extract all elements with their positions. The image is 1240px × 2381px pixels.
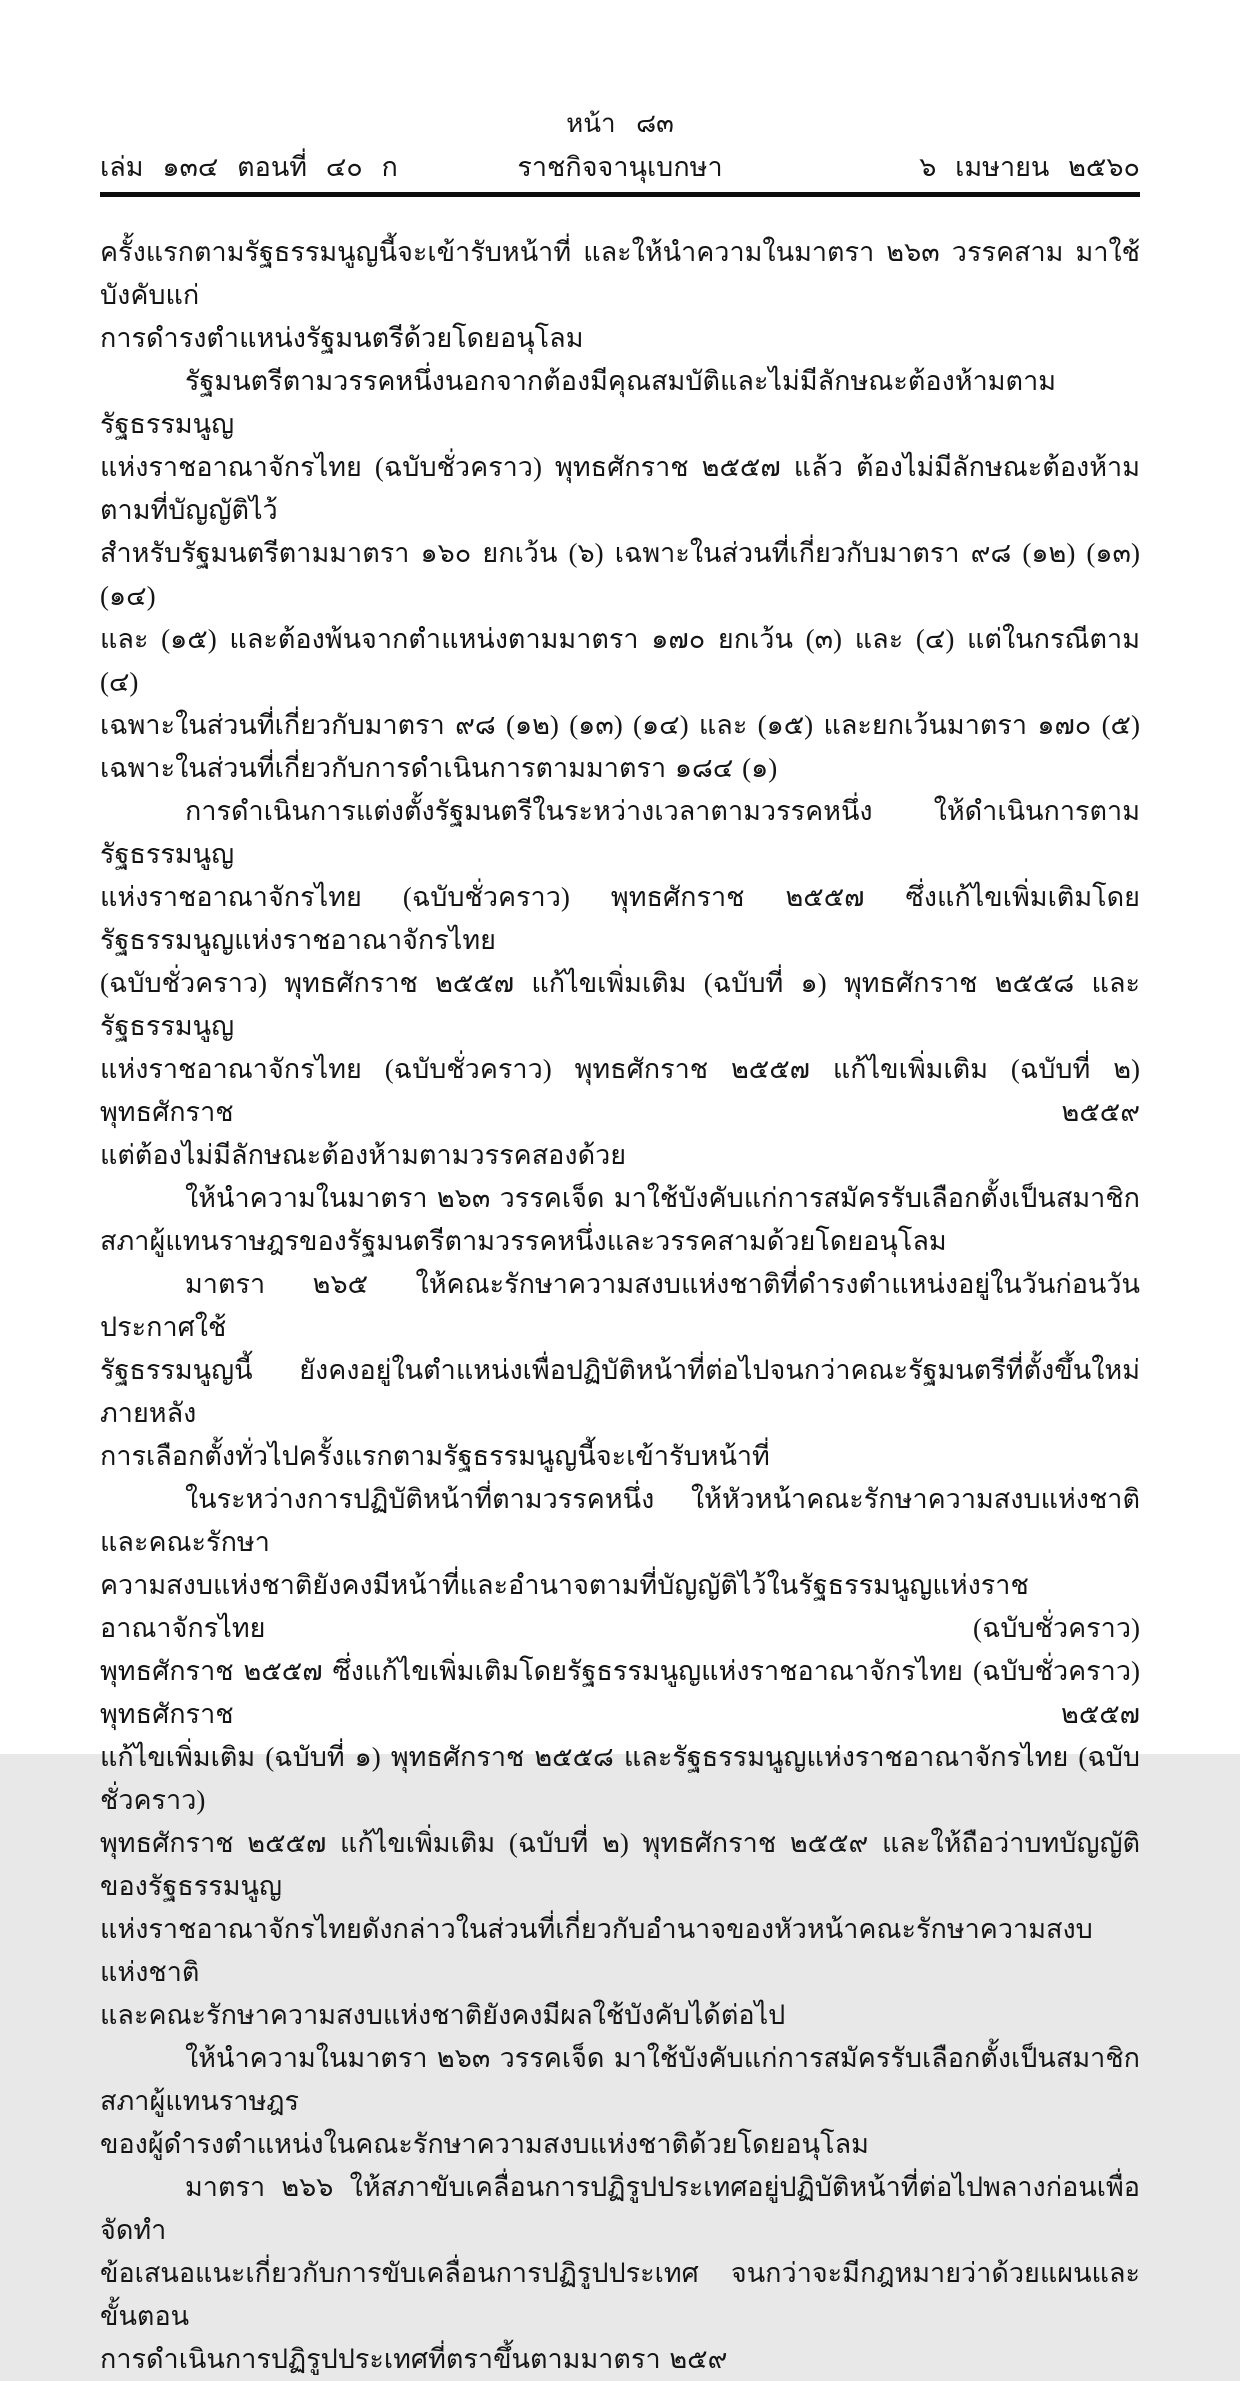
text-line: มาตรา ๒๖๖ ให้สภาขับเคลื่อนการปฏิรูปประเทศอยู่ปฏิบัติหน้าที่ต่อไปพลางก่อนเพื่อจัดทำ bbox=[100, 2172, 1140, 2245]
text-line: ให้นำความในมาตรา ๒๖๓ วรรคเจ็ด มาใช้บังคับแก่การสมัครรับเลือกตั้งเป็นสมาชิกสภาผู้แทนราษฎร bbox=[100, 2043, 1140, 2116]
text-line: และ (๑๕) และต้องพ้นจากตำแหน่งตามมาตรา ๑๗๐ ยกเว้น (๓) และ (๔) แต่ในกรณีตาม (๔) bbox=[100, 624, 1140, 697]
text-line: การดำเนินการปฏิรูปประเทศที่ตราขึ้นตามมาตรา ๒๕๙ bbox=[100, 2344, 728, 2374]
gazette-title: ราชกิจจานุเบกษา bbox=[517, 152, 723, 182]
paragraph bbox=[100, 231, 1140, 360]
text-line: (ฉบับชั่วคราว) พุทธศักราช ๒๕๕๗ แก้ไขเพิ่มเติม (ฉบับที่ ๑) พุทธศักราช ๒๕๕๘ และรัฐธรรมนูญ bbox=[100, 968, 1140, 1041]
text-line: การดำรงตำแหน่งรัฐมนตรีด้วยโดยอนุโลม bbox=[100, 323, 584, 353]
volume-issue-label: เล่ม ๑๓๔ ตอนที่ ๔๐ ก bbox=[100, 152, 398, 182]
text-line: แก้ไขเพิ่มเติม (ฉบับที่ ๑) พุทธศักราช ๒๕๕๘ และรัฐธรรมนูญแห่งราชอาณาจักรไทย (ฉบับชั่วคราว) bbox=[100, 1742, 1140, 1815]
text-line: พุทธศักราช ๒๕๕๗ ซึ่งแก้ไขเพิ่มเติมโดยรัฐธรรมนูญแห่งราชอาณาจักรไทย (ฉบับชั่วคราว) พุทธศักราช ๒๕๕๗ bbox=[100, 1656, 1140, 1729]
text-line: ของผู้ดำรงตำแหน่งในคณะรักษาความสงบแห่งชาติด้วยโดยอนุโลม bbox=[100, 2129, 869, 2159]
document-body bbox=[100, 231, 1140, 2381]
text-line: แต่ต้องไม่มีลักษณะต้องห้ามตามวรรคสองด้วย bbox=[100, 1140, 627, 1170]
text-line: พุทธศักราช ๒๕๕๗ แก้ไขเพิ่มเติม (ฉบับที่ ๒) พุทธศักราช ๒๕๕๙ และให้ถือว่าบทบัญญัติของรัฐธรรมนูญ bbox=[100, 1828, 1140, 1901]
paragraph bbox=[100, 360, 1140, 790]
paragraph bbox=[100, 790, 1140, 1177]
text-line: ข้อเสนอแนะเกี่ยวกับการขับเคลื่อนการปฏิรูปประเทศ จนกว่าจะมีกฎหมายว่าด้วยแผนและขั้นตอน bbox=[100, 2258, 1140, 2331]
text-line: ให้นำความในมาตรา ๒๖๓ วรรคเจ็ด มาใช้บังคับแก่การสมัครรับเลือกตั้งเป็นสมาชิก bbox=[185, 1183, 1140, 1213]
paragraph bbox=[100, 2037, 1140, 2166]
header-rule bbox=[100, 192, 1140, 197]
text-line: แห่งราชอาณาจักรไทยดังกล่าวในส่วนที่เกี่ยวกับอำนาจของหัวหน้าคณะรักษาความสงบแห่งชาติ bbox=[100, 1914, 1093, 1987]
paragraph bbox=[100, 1263, 1140, 1478]
text-line: และคณะรักษาความสงบแห่งชาติยังคงมีผลใช้บังคับได้ต่อไป bbox=[100, 2000, 786, 2030]
text-line: เฉพาะในส่วนที่เกี่ยวกับมาตรา ๙๘ (๑๒) (๑๓) (๑๔) และ (๑๕) และยกเว้นมาตรา ๑๗๐ (๕) bbox=[100, 710, 1140, 740]
paragraph bbox=[100, 2166, 1140, 2381]
text-line: ครั้งแรกตามรัฐธรรมนูญนี้จะเข้ารับหน้าที่ และให้นำความในมาตรา ๒๖๓ วรรคสาม มาใช้บังคับแก่ bbox=[100, 237, 1140, 310]
paragraph bbox=[100, 1177, 1140, 1263]
masthead-row bbox=[100, 145, 1140, 189]
publication-date: ๖ เมษายน ๒๕๖๐ bbox=[919, 152, 1140, 182]
text-line: เฉพาะในส่วนที่เกี่ยวกับการดำเนินการตามมาตรา ๑๘๔ (๑) bbox=[100, 753, 778, 783]
text-line: ในระหว่างการปฏิบัติหน้าที่ตามวรรคหนึ่ง ให้หัวหน้าคณะรักษาความสงบแห่งชาติและคณะรักษา bbox=[100, 1484, 1140, 1557]
text-line: การเลือกตั้งทั่วไปครั้งแรกตามรัฐธรรมนูญนี้จะเข้ารับหน้าที่ bbox=[100, 1441, 770, 1471]
text-line: สภาผู้แทนราษฎรของรัฐมนตรีตามวรรคหนึ่งและวรรคสามด้วยโดยอนุโลม bbox=[100, 1226, 947, 1256]
text-line: แห่งราชอาณาจักรไทย (ฉบับชั่วคราว) พุทธศักราช ๒๕๕๗ แก้ไขเพิ่มเติม (ฉบับที่ ๒) พุทธศักราช ๒๕๕๙ bbox=[100, 1054, 1140, 1127]
paragraph bbox=[100, 1478, 1140, 2037]
text-line: รัฐมนตรีตามวรรคหนึ่งนอกจากต้องมีคุณสมบัติและไม่มีลักษณะต้องห้ามตามรัฐธรรมนูญ bbox=[100, 366, 1057, 439]
text-line: แห่งราชอาณาจักรไทย (ฉบับชั่วคราว) พุทธศักราช ๒๕๕๗ แล้ว ต้องไม่มีลักษณะต้องห้ามตามที่บัญญัติไว้ bbox=[100, 452, 1140, 525]
text-line: ความสงบแห่งชาติยังคงมีหน้าที่และอำนาจตามที่บัญญัติไว้ในรัฐธรรมนูญแห่งราชอาณาจักรไทย (ฉบับชั่วคราว) bbox=[100, 1570, 1140, 1643]
text-line: แห่งราชอาณาจักรไทย (ฉบับชั่วคราว) พุทธศักราช ๒๕๕๗ ซึ่งแก้ไขเพิ่มเติมโดยรัฐธรรมนูญแห่งราชอาณาจักรไทย bbox=[100, 882, 1140, 955]
text-line: สำหรับรัฐมนตรีตามมาตรา ๑๖๐ ยกเว้น (๖) เฉพาะในส่วนที่เกี่ยวกับมาตรา ๙๘ (๑๒) (๑๓) (๑๔) bbox=[100, 538, 1140, 611]
running-head bbox=[100, 103, 1140, 197]
page-number: หน้า ๘๓ bbox=[566, 109, 674, 138]
text-line: รัฐธรรมนูญนี้ ยังคงอยู่ในตำแหน่งเพื่อปฏิบัติหน้าที่ต่อไปจนกว่าคณะรัฐมนตรีที่ตั้งขึ้นใหม่ภายหลัง bbox=[100, 1355, 1140, 1428]
text-line: การดำเนินการแต่งตั้งรัฐมนตรีในระหว่างเวลาตามวรรคหนึ่ง ให้ดำเนินการตามรัฐธรรมนูญ bbox=[100, 796, 1140, 869]
text-line: มาตรา ๒๖๕ ให้คณะรักษาความสงบแห่งชาติที่ดำรงตำแหน่งอยู่ในวันก่อนวันประกาศใช้ bbox=[100, 1269, 1140, 1342]
